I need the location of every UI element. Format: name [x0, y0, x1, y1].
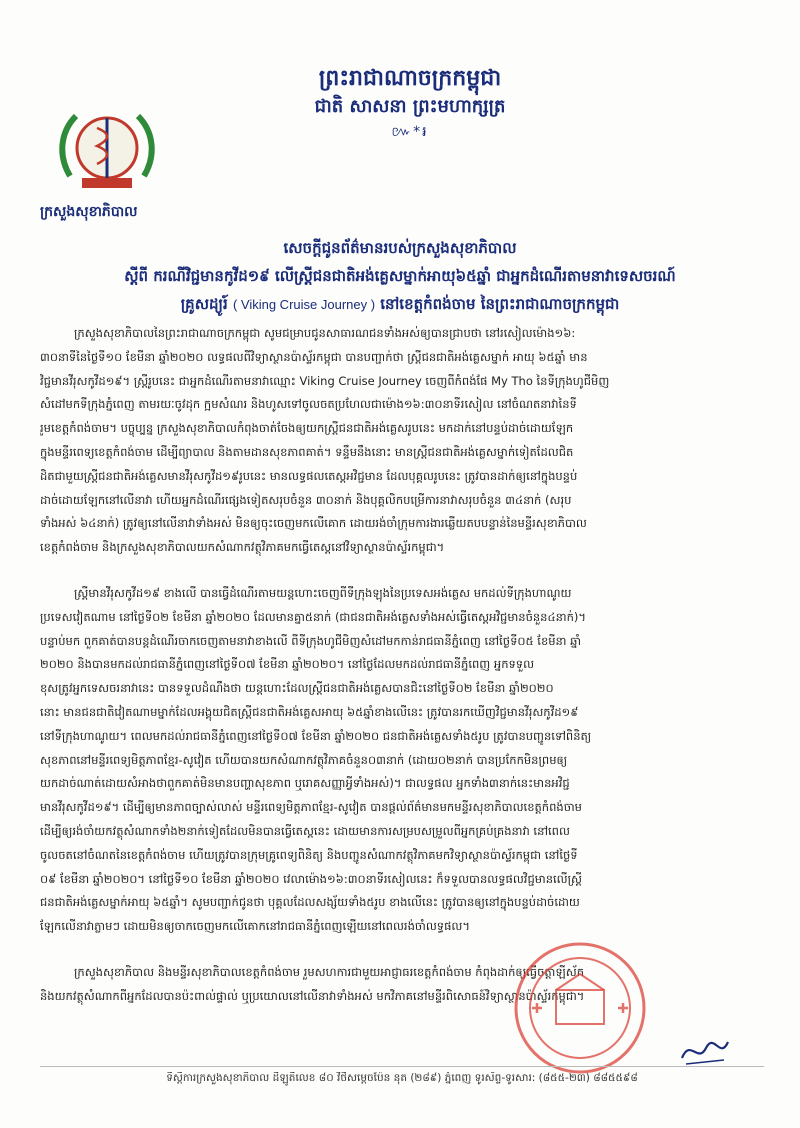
- paragraph: [40, 582, 764, 939]
- ornament: ៚*៛: [391, 124, 429, 140]
- paragraph-line: ៣០នាទីនៃថ្ងៃទី១០ ខែមីនា ឆ្នាំ២០២០ លទ្ធផលពីវិទ្យាស្ថានប៉ាស្ទ័រកម្ពុជា បានបញ្ជាក់ថា ស្ត្រីជនជាតិអង់គ្លេសម្នាក់ អាយុ ៦៥ឆ្នាំ មាន: [40, 349, 588, 364]
- ministry-name: ក្រសួងសុខាភិបាល: [40, 204, 138, 220]
- paragraph-line: មានវីរុសកូវីដ១៩។ ដើម្បីឲ្យមានភាពច្បាស់លាស់ មន្ទីរពេទ្យមិត្តភាពខ្មែរ-សូវៀត បានផ្តល់ព័ត៌មានមកមន្ទីរសុខាភិបាលខេត្តកំពង់ចាម: [40, 800, 582, 815]
- paragraph-line: សុខភាពនៅមន្ទីរពេទ្យមិត្តភាពខ្មែរ-សូវៀត ហើយបានយកសំណាកវត្ថុវិភាគចំនួន០៣នាក់ (ដោយ០២នាក់ បានប្រកែកមិនព្រមឲ្យ: [40, 752, 568, 767]
- title-line-3-start: គ្រូសដ្យូរ៍: [180, 295, 233, 313]
- paragraph-line: សំដៅមកទីក្រុងភ្នំពេញ តាមរយៈចូវដុក ក្អមសំណរ និងហូសទៅចូលចតប្រហែលជាម៉ោង១៦:៣០នាទីរសៀល នៅចំណតនាវានៃទី: [40, 397, 577, 412]
- title-line-2: ស្តីពី ករណីវិជ្ជមានកូវីដ១៩ លើស្ត្រីជនជាតិអង់គ្លេសម្នាក់អាយុ៦៥ឆ្នាំ ជាអ្នកដំណើរតាមនាវាទេសចរណ៍: [124, 267, 676, 285]
- official-seal: [510, 938, 650, 1078]
- paragraph-line: បន្ទាប់មក ពួកគាត់បានបន្តដំណើរចាកចេញតាមនាវាខាងលើ ពីទីក្រុងហូជីមិញសំដៅមកកាន់រាជធានីភ្នំពេញ នៅថ្ងៃទី០៥ ខែមីនា ឆ្នាំ: [40, 633, 582, 648]
- paragraph-line: ០៩ ខែមីនា ឆ្នាំ២០២០។ នៅថ្ងៃទី១០ ខែមីនា ឆ្នាំ២០២០ វេលាម៉ោង១៦:៣០នាទីរសៀលនេះ ក៏ទទួលបានលទ្ធផលវិជ្ជមានលើស្ត្រី: [40, 871, 582, 886]
- paragraph-line: ប្រទេសវៀតណាម នៅថ្ងៃទី០២ ខែមីនា ឆ្នាំ២០២០ ដែលមានគ្នា៥នាក់ (ជាជនជាតិអង់គ្លេសទាំងអស់ធ្វើតេស្តអវិជ្ជមានចំនួន៤នាក់)។: [40, 609, 586, 624]
- ministry-logo: [52, 98, 162, 198]
- document-body: [40, 322, 764, 1031]
- paragraph-line: ឡែកលើនាវាភ្លាមៗ ដោយមិនឲ្យចាកចេញមកលើគោកនៅរាជធានីភ្នំពេញឡើយនៅពេលរង់ចាំលទ្ធផល។: [40, 919, 470, 934]
- kingdom-heading: ព្រះរាជាណាចក្រកម្ពុជា: [318, 65, 502, 91]
- title-line-3-end: នៅខេត្តកំពង់ចាម នៃព្រះរាជាណាចក្រកម្ពុជា: [375, 295, 620, 313]
- paragraph-line: យកដាច់ណាត់ដោយសំអាងថាពួកគាត់មិនមានបញ្ហាសុខភាព ឬរោគសញ្ញាអ្វីទាំងអស់)។ ជាលទ្ធផល អ្នកទាំង៣នាក់នេះមានអវិជ្ជ: [40, 776, 570, 791]
- paragraph-line: ខេត្តកំពង់ចាម និងក្រសួងសុខាភិបាលយកសំណាកវត្ថុវិភាគមកធ្វើតេស្តនៅវិទ្យាស្ថានប៉ាស្ទ័រកម្ពុជា។: [40, 540, 445, 555]
- paragraph-line: ដិតជាមួយស្ត្រីជនជាតិអង់គ្លេសមានវីរុសកូវីដ១៩រូបនេះ មានលទ្ធផលតេស្តអវិជ្ជមាន ដែលបុគ្គលរូបនេះ ត្រូវបានដាក់ឲ្យនៅក្នុងបន្ទប់: [40, 468, 578, 483]
- signature: [676, 1030, 736, 1070]
- paragraph-line: រួមខេត្តកំពង់ចាម។ បច្ចុប្បន្ន ក្រសួងសុខាភិបាលកំពុងចាត់ចែងឲ្យយកស្ត្រីជនជាតិអង់គ្លេសរូបនេះ មកដាក់នៅបន្ទប់ដាច់ដោយឡែក: [40, 421, 574, 436]
- paragraph-line: ចូលចតនៅចំណតនៃខេត្តកំពង់ចាម ហើយត្រូវបានក្រុមគ្រូពេទ្យពិនិត្យ និងបញ្ជូនសំណាកវត្ថុវិភាគមកវិទ្យាស្ថានប៉ាស្ទ័រកម្ពុជា នៅថ្ងៃទី: [40, 847, 578, 862]
- paragraph: [40, 961, 764, 1009]
- title-ship-name: ( Viking Cruise Journey ): [232, 297, 376, 312]
- paragraph-line: ខុសត្រូវអ្នកទេសចរនាវានេះ បានទទួលដំណឹងថា យន្តហោះដែលស្ត្រីជនជាតិអង់គ្លេសបានជិះនៅថ្ងៃទី០២ ខែមីនា ឆ្នាំ២០២០: [40, 681, 554, 696]
- paragraph-line: នោះ មានជនជាតិវៀតណាមម្នាក់ដែលអង្គុយជិតស្ត្រីជនជាតិអង់គ្លេសអាយុ ៦៥ឆ្នាំខាងលើនេះ ត្រូវបានរកឃើញវិជ្ជមានវីរុសកូវីដ១៩: [40, 704, 579, 719]
- paragraph-line: ទាំងអស់ ៦៤នាក់) ត្រូវឲ្យនៅលើនាវាទាំងអស់ មិនឲ្យចុះចេញមកលើគោក ដោយរង់ចាំក្រុមការងារឆ្លើយតបបន្ទាន់នៃមន្ទីរសុខាភិបាល: [40, 516, 587, 531]
- paragraph: [40, 322, 764, 560]
- paragraph-line: ដាច់ដោយឡែកនៅលើនាវា ហើយអ្នកដំណើរផ្សេងទៀតសរុបចំនួន ៣០នាក់ និងបុគ្គលិកបម្រើការនាវាសរុបចំនួន ៣៤នាក់ (សរុប: [40, 492, 572, 507]
- title-line-3: [30, 290, 770, 319]
- paragraph-line: ដើម្បីឲ្យរង់ចាំយកវត្ថុសំណាកទាំង២នាក់ទៀតដែលមិនបានធ្វើតេស្តនេះ ដោយមានការសម្របសម្រួលពីអ្នកគ្រប់គ្រងនាវា នៅពេល: [40, 823, 570, 838]
- paragraph-line: ក្រសួងសុខាភិបាល និងមន្ទីរសុខាភិបាលខេត្តកំពង់ចាម រួមសហការជាមួយអាជ្ញាធរខេត្តកំពង់ចាម កំពុងដាក់ឲ្យធ្វើចត្តាឡីស័ក: [74, 964, 584, 979]
- document-title: [30, 234, 770, 319]
- paragraph-line: និងយកវត្ថុសំណាកពីអ្នកដែលបានប៉ះពាល់ផ្ទាល់ ឬប្រយោលនៅលើនាវាទាំងអស់ មកវិភាគនៅមន្ទីរពិសោធន៍វិទ្យាស្ថានប៉ាស្ទ័រកម្ពុជា។: [40, 988, 585, 1003]
- footer-divider: [40, 1066, 764, 1067]
- letterhead: [0, 0, 800, 220]
- national-motto: ជាតិ សាសនា ព្រះមហាក្សត្រ: [314, 96, 506, 117]
- title-line-1: សេចក្តីជូនព័ត៌មានរបស់ក្រសួងសុខាភិបាល: [283, 239, 517, 257]
- footer-address: ទីស្តីការក្រសួងសុខាភិបាល ដីឡូតិ៍លេខ ៨០ វិថីសម្តេចប៉ែន នុត (២៨៩) ភ្នំពេញ ទូរស័ព្ទ-ទូរសារ: (៨៥៥-២៣) ៨៨៥៥៩៨: [166, 1072, 638, 1084]
- paragraph-line: ជនជាតិអង់គ្លេសម្នាក់អាយុ ៦៥ឆ្នាំ។ សូមបញ្ជាក់ជូនថា បុគ្គលដែលសង្ស័យទាំង៥រូប ខាងលើនេះ ត្រូវបានឲ្យនៅក្នុងបន្ទប់ដាច់ដោយ: [40, 895, 580, 910]
- paragraph-line: ២០២០ និងបានមកដល់រាជធានីភ្នំពេញនៅថ្ងៃទី០៧ ខែមីនា ឆ្នាំ២០២០។ នៅថ្ងៃដែលមកដល់រាជធានីភ្នំពេញ អ្នកទទួល: [40, 657, 535, 672]
- paragraph-line: នៅទីក្រុងហាណូយ។ ពេលមកដល់រាជធានីភ្នំពេញនៅថ្ងៃទី០៧ ខែមីនា ឆ្នាំ២០២០ ជនជាតិអង់គ្លេសទាំង៥រូប ត្រូវបានបញ្ជូនទៅពិនិត្យ: [40, 728, 592, 743]
- paragraph-line: ក្នុងមន្ទីរពេទ្យខេត្តកំពង់ចាម ដើម្បីព្យាបាល និងតាមដានសុខភាពគាត់។ ទន្ទឹមនឹងនោះ មានស្ត្រីជនជាតិអង់គ្លេសម្នាក់ទៀតដែលជិត: [40, 444, 574, 459]
- paragraph-line: វិជ្ជមានវីរុសកូវីដ១៩។ ស្ត្រីរូបនេះ ជាអ្នកដំណើរតាមនាវាឈ្មោះ Viking Cruise Journey ចេញពីកំពង់ផែ My Tho នៃទីក្រុងហូជីមិញ: [40, 373, 610, 388]
- paragraph-line: ក្រសួងសុខាភិបាលនៃព្រះរាជាណាចក្រកម្ពុជា សូមជម្រាបជូនសាធារណជនទាំងអស់ឲ្យបានជ្រាបថា នៅរសៀលម៉ោង១៦:: [74, 326, 576, 340]
- paragraph-line: ស្ត្រីមានវីរុសកូវីដ១៩ ខាងលើ បានធ្វើដំណើរតាមយន្តហោះចេញពីទីក្រុងឡុងនៃប្រទេសអង់គ្លេស មកដល់ទីក្រុងហាណូយ: [74, 585, 572, 600]
